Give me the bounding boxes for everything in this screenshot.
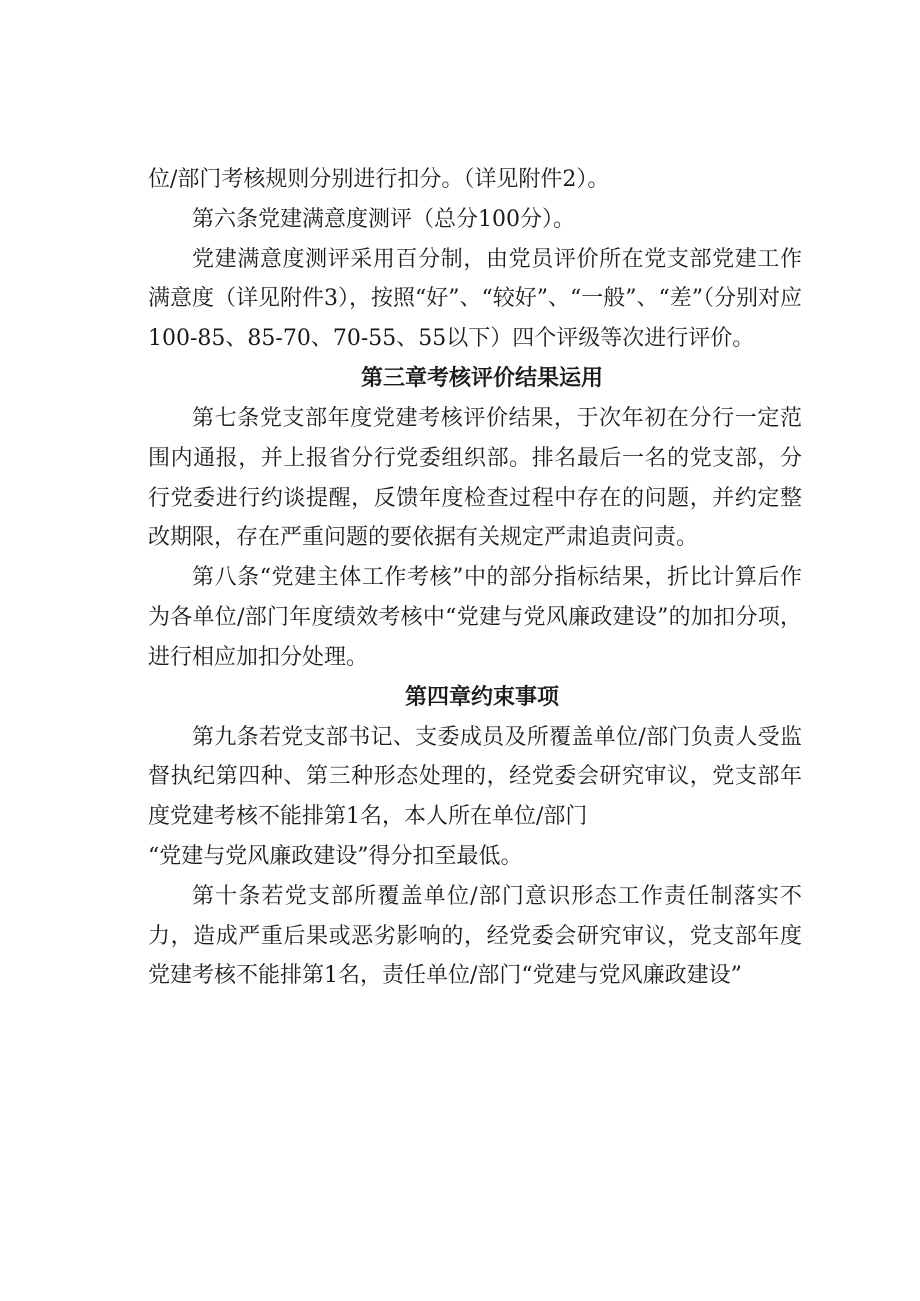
article-seven: 第七条党支部年度党建考核评价结果，于次年初在分行一定范围内通报，并上报省分行党委组织部。排名最后一名的党支部，分行党委进行约谈提醒，反馈年度检查过程中存在的问题，并约定整改期限，存在严重问题的要依据有关规定严肃追责问责。 xyxy=(148,405,802,551)
article-six-title: 第六条党建满意度测评（总分100分）。 xyxy=(192,206,575,232)
article-ten: 第十条若党支部所覆盖单位/部门意识形态工作责任制落实不力，造成严重后果或恶劣影响的，经党委会研究审议，党支部年度党建考核不能排第1名，责任单位/部门“党建与党风廉政建设” xyxy=(148,883,802,989)
chapter-four-heading: 第四章约束事项 xyxy=(404,684,559,710)
article-nine-continuation: “党建与党风廉政建设”得分扣至最低。 xyxy=(148,843,523,869)
article-eight: 第八条“党建主体工作考核”中的部分指标结果，折比计算后作为各单位/部门年度绩效考核中“党建与党风廉政建设”的加扣分项，进行相应加扣分处理。 xyxy=(148,565,802,670)
paragraph-continuation: 位/部门考核规则分别进行扣分。（详见附件2）。 xyxy=(148,167,610,192)
article-nine: 第九条若党支部书记、支委成员及所覆盖单位/部门负责人受监督执纪第四种、第三种形态处理的，经党委会研究审议，党支部年度党建考核不能排第1名，本人所在单位/部门 xyxy=(148,724,802,830)
chapter-three-heading: 第三章考核评价结果运用 xyxy=(360,365,603,391)
article-six-body: 党建满意度测评采用百分制，由党员评价所在党支部党建工作满意度（详见附件3），按照“好”、“较好”、“一般”、“差”（分别对应100-85、85-70、70-55、55以下）四个评级等次进行评价。 xyxy=(148,246,802,352)
